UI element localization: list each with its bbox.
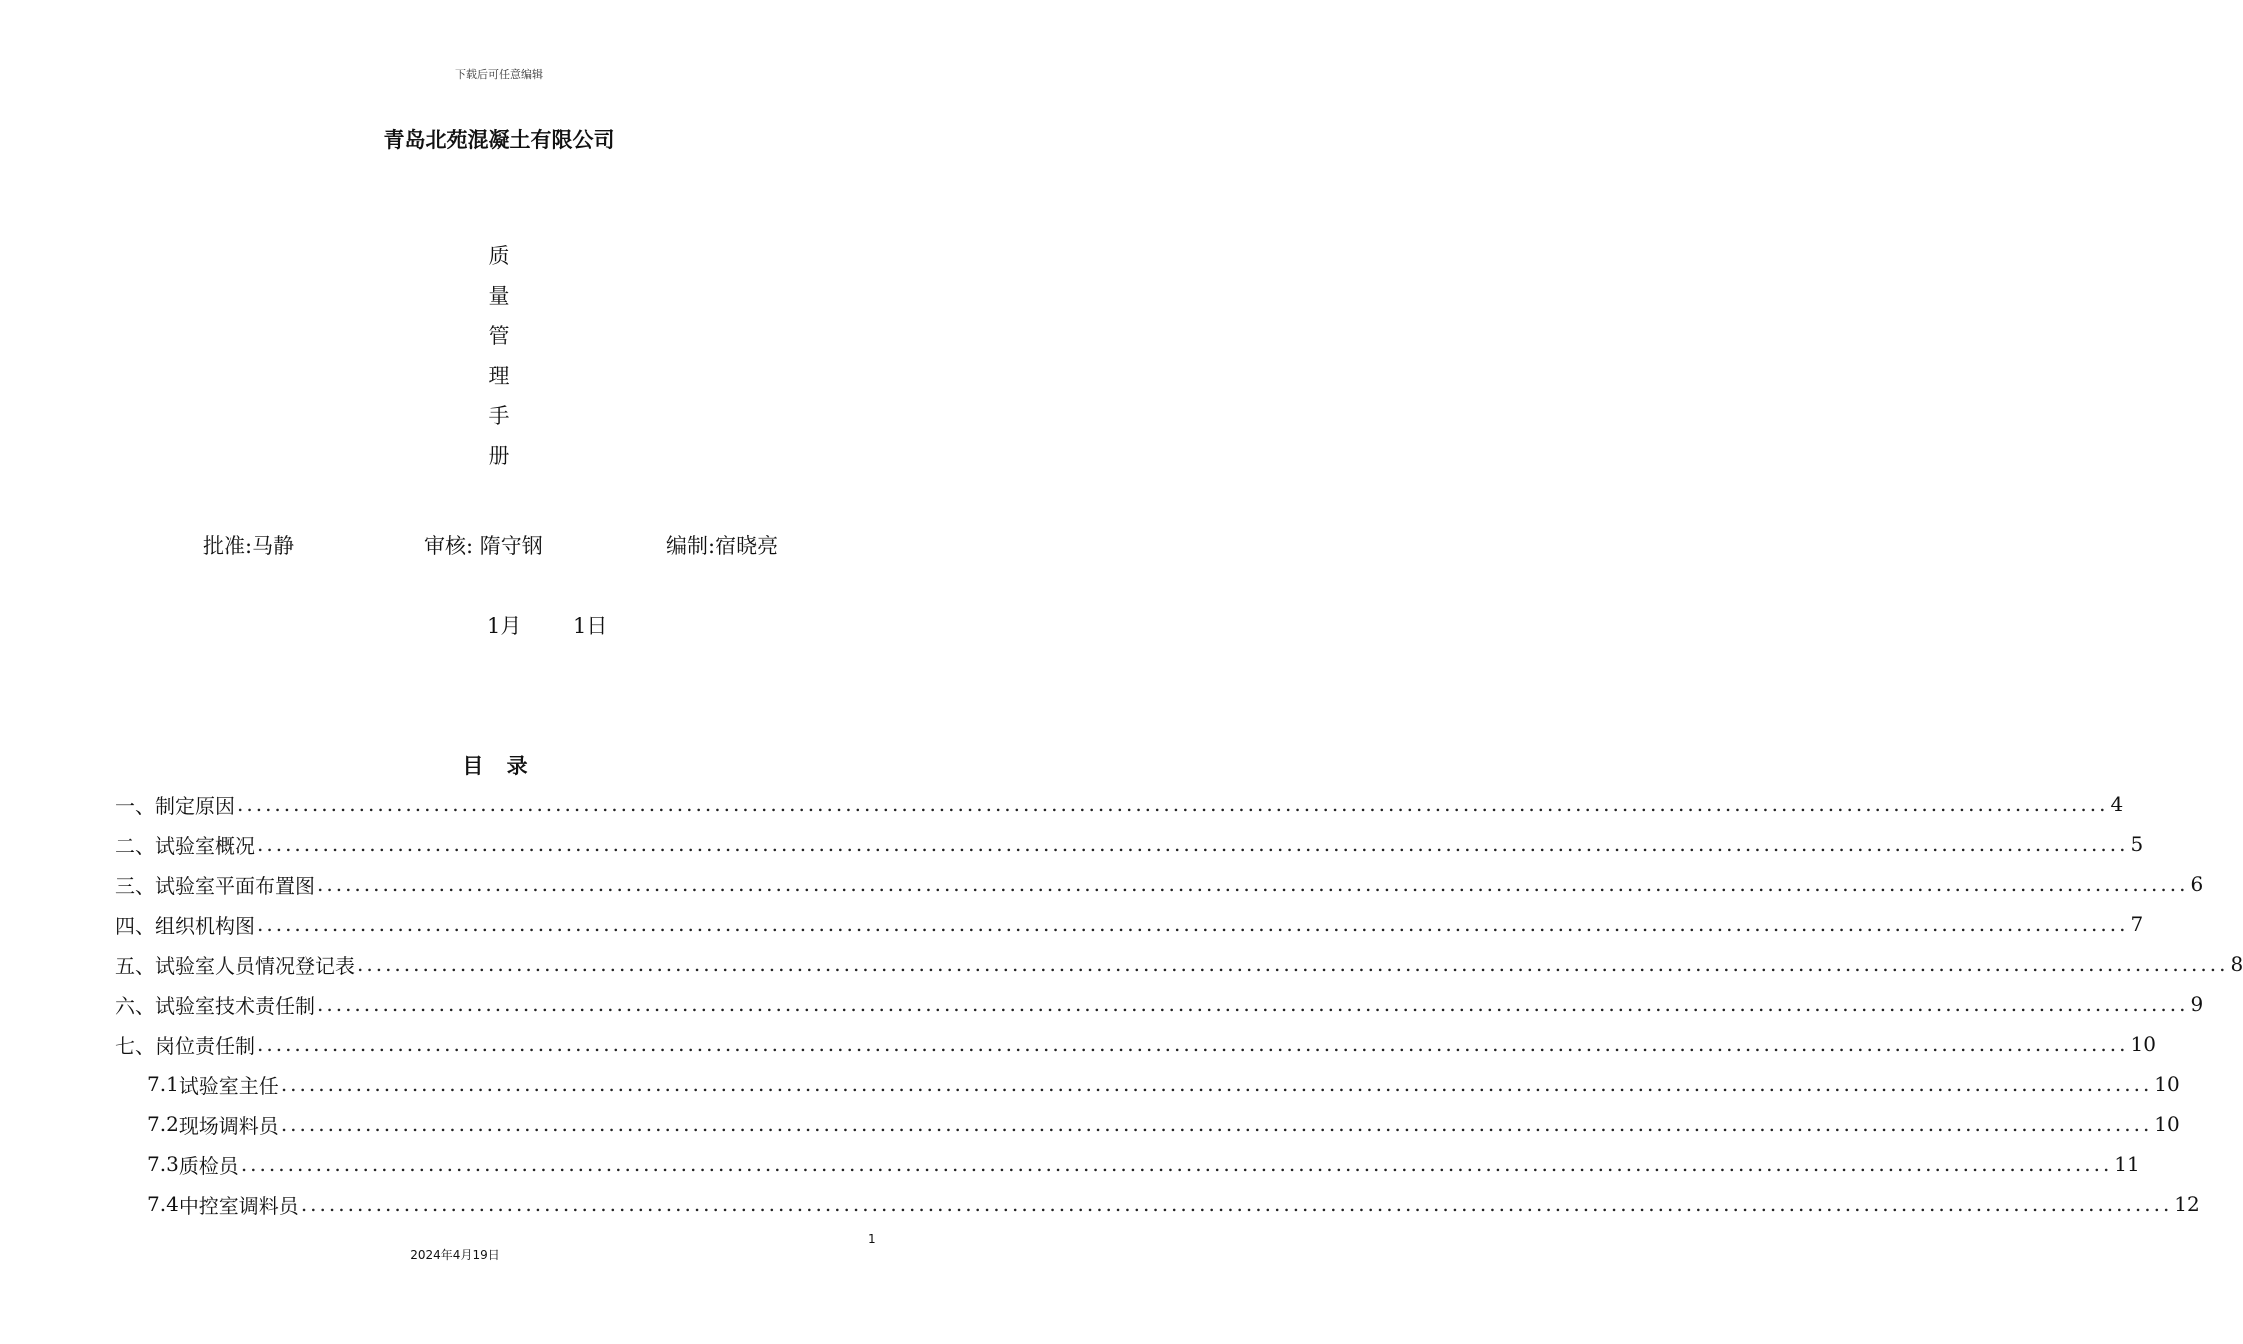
toc-entry-page: 10 <box>2130 1032 2156 1056</box>
toc-entry-page: 5 <box>2130 832 2144 856</box>
toc-subentry[interactable] <box>115 1184 2200 1224</box>
toc-entry[interactable] <box>115 784 2124 824</box>
toc-subentry-page: 10 <box>2154 1072 2180 1096</box>
toc-subentry-number: 7.4 <box>147 1192 179 1216</box>
reviewer: 审核: 隋守钢 <box>424 534 543 558</box>
toc-leader-dots: ........................................................................................................................................................................................................ <box>317 992 2189 1016</box>
toc-leader-dots: ........................................................................................................................................................................................................ <box>280 1072 2153 1096</box>
toc-leader-dots: ........................................................................................................................................................................................................ <box>317 872 2189 896</box>
toc-leader-dots: ........................................................................................................................................................................................................ <box>257 912 2129 936</box>
toc-subentry[interactable] <box>115 1064 2180 1104</box>
toc-entry-page: 8 <box>2230 952 2243 976</box>
toc-subentry[interactable] <box>115 1104 2180 1144</box>
toc-subentry-number: 7.3 <box>147 1152 179 1176</box>
toc-entry[interactable] <box>115 824 2144 864</box>
compiler: 编制:宿晓亮 <box>666 534 779 558</box>
title-char: 册 <box>488 444 510 468</box>
toc-entry[interactable] <box>115 944 2243 984</box>
toc-subentry-page: 11 <box>2114 1152 2140 1176</box>
title-char: 质 <box>488 244 510 268</box>
title-char: 管 <box>488 324 510 348</box>
toc-entry[interactable] <box>115 864 2204 904</box>
toc-subentry-page: 10 <box>2154 1112 2180 1136</box>
toc-leader-dots: ........................................................................................................................................................................................................ <box>257 1032 2129 1056</box>
approver: 批准:马静 <box>203 534 295 558</box>
date-day: 1日 <box>573 614 608 638</box>
footer-date: 2024年4月19日 <box>410 1248 500 1262</box>
company-name: 青岛北苑混凝土有限公司 <box>383 128 615 152</box>
toc-leader-dots: ........................................................................................................................................................................................................ <box>257 832 2129 856</box>
toc-leader-dots: ........................................................................................................................................................................................................ <box>300 1192 2173 1216</box>
toc-subentry-number: 7.1 <box>147 1072 179 1096</box>
toc-entry-page: 9 <box>2190 992 2204 1016</box>
toc-entry[interactable] <box>115 1024 2156 1064</box>
title-char: 理 <box>488 364 510 388</box>
toc-leader-dots: ........................................................................................................................................................................................................ <box>280 1112 2153 1136</box>
toc-entry-label: 三、试验室平面布置图 <box>115 873 315 898</box>
toc-leader-dots: ........................................................................................................................................................................................................ <box>240 1152 2113 1176</box>
toc-entry-label: 五、试验室人员情况登记表 <box>115 953 355 978</box>
toc-entry-page: 4 <box>2110 792 2124 816</box>
title-char: 量 <box>488 284 510 308</box>
toc-subentry-number: 7.2 <box>147 1112 179 1136</box>
toc-leader-dots: ........................................................................................................................................................................................................ <box>357 952 2229 976</box>
toc-subentry-label: 中控室调料员 <box>178 1193 299 1218</box>
table-of-contents <box>115 784 2243 1224</box>
toc-entry-label: 四、组织机构图 <box>115 913 255 938</box>
toc-subentry-label: 质检员 <box>178 1153 239 1178</box>
toc-entry[interactable] <box>115 904 2144 944</box>
page-number: 1 <box>868 1232 876 1246</box>
toc-entry-label: 六、试验室技术责任制 <box>115 993 315 1018</box>
toc-entry-label: 一、制定原因 <box>115 793 235 818</box>
toc-entry[interactable] <box>115 984 2204 1024</box>
date-month: 1月 <box>487 614 522 638</box>
title-char: 手 <box>488 404 510 428</box>
toc-leader-dots: ........................................................................................................................................................................................................ <box>237 792 2109 816</box>
toc-subentry-page: 12 <box>2174 1192 2200 1216</box>
toc-subentry[interactable] <box>115 1144 2140 1184</box>
toc-entry-label: 二、试验室概况 <box>115 833 255 858</box>
toc-entry-page: 7 <box>2130 912 2144 936</box>
toc-entry-page: 6 <box>2190 872 2204 896</box>
toc-subentry-label: 试验室主任 <box>178 1073 279 1098</box>
toc-subentry-label: 现场调料员 <box>178 1113 279 1138</box>
toc-entry-label: 七、岗位责任制 <box>115 1033 255 1058</box>
toc-title: 目 录 <box>462 754 536 778</box>
header-note: 下载后可任意编辑 <box>455 68 543 81</box>
